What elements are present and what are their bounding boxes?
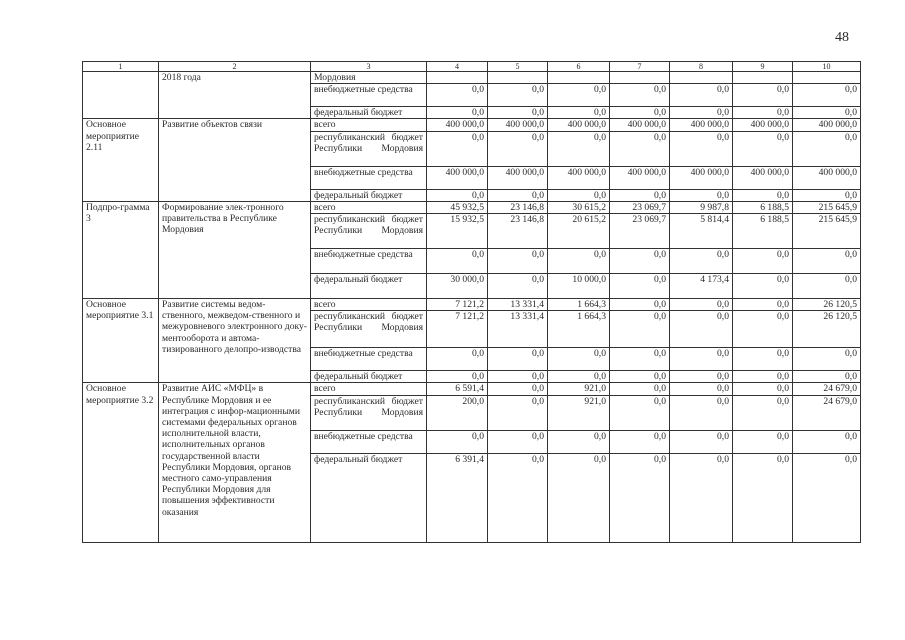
- amount-cell: 20 615,2: [548, 214, 610, 249]
- amount-cell: 0,0: [488, 189, 548, 201]
- amount-cell: 0,0: [610, 430, 670, 453]
- amount-cell: 0,0: [670, 107, 733, 119]
- amount-cell: 0,0: [733, 299, 793, 311]
- amount-cell: 6 188,5: [733, 214, 793, 249]
- amount-cell: 400 000,0: [427, 166, 488, 189]
- amount-cell: 26 120,5: [793, 311, 861, 348]
- amount-cell: 400 000,0: [610, 166, 670, 189]
- amount-cell: 0,0: [548, 430, 610, 453]
- amount-cell: 0,0: [670, 311, 733, 348]
- amount-cell: 400 000,0: [733, 119, 793, 131]
- amount-cell: 5 814,4: [670, 214, 733, 249]
- amount-cell: 0,0: [548, 371, 610, 383]
- funding-source: внебюджетные средства: [311, 249, 427, 274]
- amount-cell: 0,0: [427, 348, 488, 371]
- amount-cell: [610, 72, 670, 84]
- amount-cell: 0,0: [610, 249, 670, 274]
- amount-cell: 0,0: [793, 453, 861, 542]
- amount-cell: 0,0: [610, 131, 670, 166]
- amount-cell: 0,0: [670, 131, 733, 166]
- amount-cell: 0,0: [670, 430, 733, 453]
- measure-name: Развитие системы ведом-ственного, межведом-ственного и межуровневого электронного доку-ментооборота и автома-тизированного делопро-изводства: [159, 299, 311, 383]
- amount-cell: 0,0: [488, 453, 548, 542]
- amount-cell: 23 146,8: [488, 214, 548, 249]
- amount-cell: 0,0: [733, 274, 793, 299]
- amount-cell: 0,0: [610, 383, 670, 395]
- amount-cell: 0,0: [793, 249, 861, 274]
- amount-cell: 400 000,0: [488, 119, 548, 131]
- amount-cell: 9 987,8: [670, 201, 733, 213]
- funding-source: всего: [311, 119, 427, 131]
- amount-cell: 400 000,0: [548, 119, 610, 131]
- amount-cell: 6 591,4: [427, 383, 488, 395]
- amount-cell: 23 069,7: [610, 214, 670, 249]
- amount-cell: 45 932,5: [427, 201, 488, 213]
- amount-cell: 0,0: [610, 107, 670, 119]
- header-cell: 4: [427, 62, 488, 72]
- funding-source: республиканский бюджет Республики Мордовия: [311, 395, 427, 430]
- funding-source: федеральный бюджет: [311, 453, 427, 542]
- amount-cell: 1 664,3: [548, 299, 610, 311]
- amount-cell: 0,0: [670, 395, 733, 430]
- funding-source: всего: [311, 299, 427, 311]
- funding-source: федеральный бюджет: [311, 107, 427, 119]
- amount-cell: 0,0: [548, 453, 610, 542]
- amount-cell: 0,0: [793, 107, 861, 119]
- amount-cell: 0,0: [610, 84, 670, 107]
- amount-cell: 0,0: [427, 189, 488, 201]
- header-row: [83, 62, 861, 72]
- header-cell: 2: [159, 62, 311, 72]
- amount-cell: 0,0: [548, 84, 610, 107]
- funding-source: республиканский бюджет Республики Мордовия: [311, 311, 427, 348]
- amount-cell: 0,0: [670, 189, 733, 201]
- amount-cell: 0,0: [488, 395, 548, 430]
- amount-cell: 400 000,0: [488, 166, 548, 189]
- funding-source: республиканский бюджет Республики Мордовия: [311, 214, 427, 249]
- amount-cell: 13 331,4: [488, 311, 548, 348]
- amount-cell: 0,0: [733, 371, 793, 383]
- amount-cell: 400 000,0: [610, 119, 670, 131]
- amount-cell: 0,0: [670, 299, 733, 311]
- amount-cell: 0,0: [793, 430, 861, 453]
- amount-cell: 0,0: [733, 107, 793, 119]
- amount-cell: 0,0: [610, 189, 670, 201]
- amount-cell: 0,0: [793, 274, 861, 299]
- funding-source: внебюджетные средства: [311, 84, 427, 107]
- amount-cell: 400 000,0: [793, 119, 861, 131]
- amount-cell: 0,0: [670, 453, 733, 542]
- amount-cell: 0,0: [793, 371, 861, 383]
- amount-cell: 0,0: [610, 311, 670, 348]
- amount-cell: 0,0: [488, 371, 548, 383]
- amount-cell: 0,0: [548, 107, 610, 119]
- amount-cell: 0,0: [488, 84, 548, 107]
- amount-cell: [488, 72, 548, 84]
- amount-cell: 0,0: [488, 249, 548, 274]
- amount-cell: 0,0: [670, 371, 733, 383]
- amount-cell: 0,0: [488, 383, 548, 395]
- header-cell: 8: [670, 62, 733, 72]
- amount-cell: 400 000,0: [427, 119, 488, 131]
- table-row: [83, 299, 861, 311]
- amount-cell: 0,0: [548, 249, 610, 274]
- amount-cell: 0,0: [610, 371, 670, 383]
- amount-cell: 23 069,7: [610, 201, 670, 213]
- measure-code: Основное мероприятие 3.2: [83, 383, 159, 542]
- amount-cell: 0,0: [733, 453, 793, 542]
- header-cell: 6: [548, 62, 610, 72]
- amount-cell: 26 120,5: [793, 299, 861, 311]
- measure-name: 2018 года: [159, 72, 311, 119]
- amount-cell: 0,0: [733, 189, 793, 201]
- amount-cell: 0,0: [793, 131, 861, 166]
- amount-cell: 0,0: [488, 131, 548, 166]
- financing-table: [82, 61, 861, 543]
- amount-cell: 215 645,9: [793, 214, 861, 249]
- amount-cell: 400 000,0: [733, 166, 793, 189]
- header-cell: 3: [311, 62, 427, 72]
- amount-cell: 1 664,3: [548, 311, 610, 348]
- header-cell: 1: [83, 62, 159, 72]
- funding-source: всего: [311, 383, 427, 395]
- amount-cell: 0,0: [610, 299, 670, 311]
- amount-cell: 0,0: [733, 348, 793, 371]
- amount-cell: 0,0: [733, 84, 793, 107]
- measure-code: [83, 72, 159, 119]
- funding-source: внебюджетные средства: [311, 430, 427, 453]
- amount-cell: 0,0: [548, 348, 610, 371]
- amount-cell: 0,0: [670, 249, 733, 274]
- amount-cell: 0,0: [488, 348, 548, 371]
- amount-cell: 0,0: [733, 311, 793, 348]
- amount-cell: 921,0: [548, 383, 610, 395]
- measure-name: Развитие объектов связи: [159, 119, 311, 201]
- amount-cell: 0,0: [488, 107, 548, 119]
- amount-cell: 0,0: [427, 131, 488, 166]
- funding-source: внебюджетные средства: [311, 348, 427, 371]
- amount-cell: 0,0: [548, 131, 610, 166]
- header-cell: 5: [488, 62, 548, 72]
- amount-cell: 0,0: [610, 348, 670, 371]
- amount-cell: 0,0: [670, 84, 733, 107]
- amount-cell: 0,0: [548, 189, 610, 201]
- amount-cell: 7 121,2: [427, 311, 488, 348]
- amount-cell: 4 173,4: [670, 274, 733, 299]
- amount-cell: 0,0: [427, 107, 488, 119]
- amount-cell: 0,0: [488, 430, 548, 453]
- table-row: [83, 383, 861, 395]
- amount-cell: 0,0: [427, 84, 488, 107]
- amount-cell: 23 146,8: [488, 201, 548, 213]
- amount-cell: 0,0: [793, 84, 861, 107]
- amount-cell: [793, 72, 861, 84]
- amount-cell: 0,0: [427, 249, 488, 274]
- header-cell: 7: [610, 62, 670, 72]
- amount-cell: [427, 72, 488, 84]
- measure-code: Основное мероприятие 3.1: [83, 299, 159, 383]
- funding-source: федеральный бюджет: [311, 274, 427, 299]
- funding-source: всего: [311, 201, 427, 213]
- amount-cell: 0,0: [733, 249, 793, 274]
- amount-cell: 24 679,0: [793, 383, 861, 395]
- amount-cell: 0,0: [793, 348, 861, 371]
- amount-cell: 0,0: [610, 453, 670, 542]
- amount-cell: 0,0: [670, 348, 733, 371]
- funding-source: республиканский бюджет Республики Мордовия: [311, 131, 427, 166]
- funding-source: внебюджетные средства: [311, 166, 427, 189]
- amount-cell: 215 645,9: [793, 201, 861, 213]
- amount-cell: 400 000,0: [670, 166, 733, 189]
- amount-cell: [733, 72, 793, 84]
- measure-code: Основное мероприятие 2.11: [83, 119, 159, 201]
- amount-cell: 7 121,2: [427, 299, 488, 311]
- amount-cell: 0,0: [427, 371, 488, 383]
- amount-cell: 400 000,0: [548, 166, 610, 189]
- amount-cell: 0,0: [488, 274, 548, 299]
- amount-cell: 921,0: [548, 395, 610, 430]
- amount-cell: 200,0: [427, 395, 488, 430]
- funding-source: федеральный бюджет: [311, 189, 427, 201]
- header-cell: 10: [793, 62, 861, 72]
- amount-cell: 0,0: [733, 383, 793, 395]
- measure-name: Формирование элек-тронного правительства в Республике Мордовия: [159, 201, 311, 298]
- amount-cell: 0,0: [670, 383, 733, 395]
- amount-cell: 30 000,0: [427, 274, 488, 299]
- amount-cell: 400 000,0: [793, 166, 861, 189]
- funding-source: Мордовия: [311, 72, 427, 84]
- page-number: 48: [835, 30, 849, 45]
- amount-cell: 13 331,4: [488, 299, 548, 311]
- amount-cell: 15 932,5: [427, 214, 488, 249]
- amount-cell: 0,0: [793, 189, 861, 201]
- amount-cell: 30 615,2: [548, 201, 610, 213]
- table-row: [83, 201, 861, 213]
- header-cell: 9: [733, 62, 793, 72]
- measure-code: Подпро-грамма 3: [83, 201, 159, 298]
- table-row: [83, 119, 861, 131]
- amount-cell: 10 000,0: [548, 274, 610, 299]
- amount-cell: [548, 72, 610, 84]
- table-row: [83, 72, 861, 84]
- amount-cell: 0,0: [733, 430, 793, 453]
- funding-source: федеральный бюджет: [311, 371, 427, 383]
- amount-cell: 6 391,4: [427, 453, 488, 542]
- amount-cell: 0,0: [610, 274, 670, 299]
- amount-cell: 0,0: [733, 131, 793, 166]
- measure-name: Развитие АИС «МФЦ» в Республике Мордовия и ее интеграция с инфор-мационными системами федеральных органов исполнительной власти, исполнительных органов государственной власти Республики Мордовия, органов местного само-управления Республики Мордовия для повышения эффективности оказания: [159, 383, 311, 542]
- amount-cell: 0,0: [427, 430, 488, 453]
- amount-cell: 400 000,0: [670, 119, 733, 131]
- amount-cell: 0,0: [733, 395, 793, 430]
- amount-cell: 0,0: [610, 395, 670, 430]
- amount-cell: [670, 72, 733, 84]
- amount-cell: 6 188,5: [733, 201, 793, 213]
- amount-cell: 24 679,0: [793, 395, 861, 430]
